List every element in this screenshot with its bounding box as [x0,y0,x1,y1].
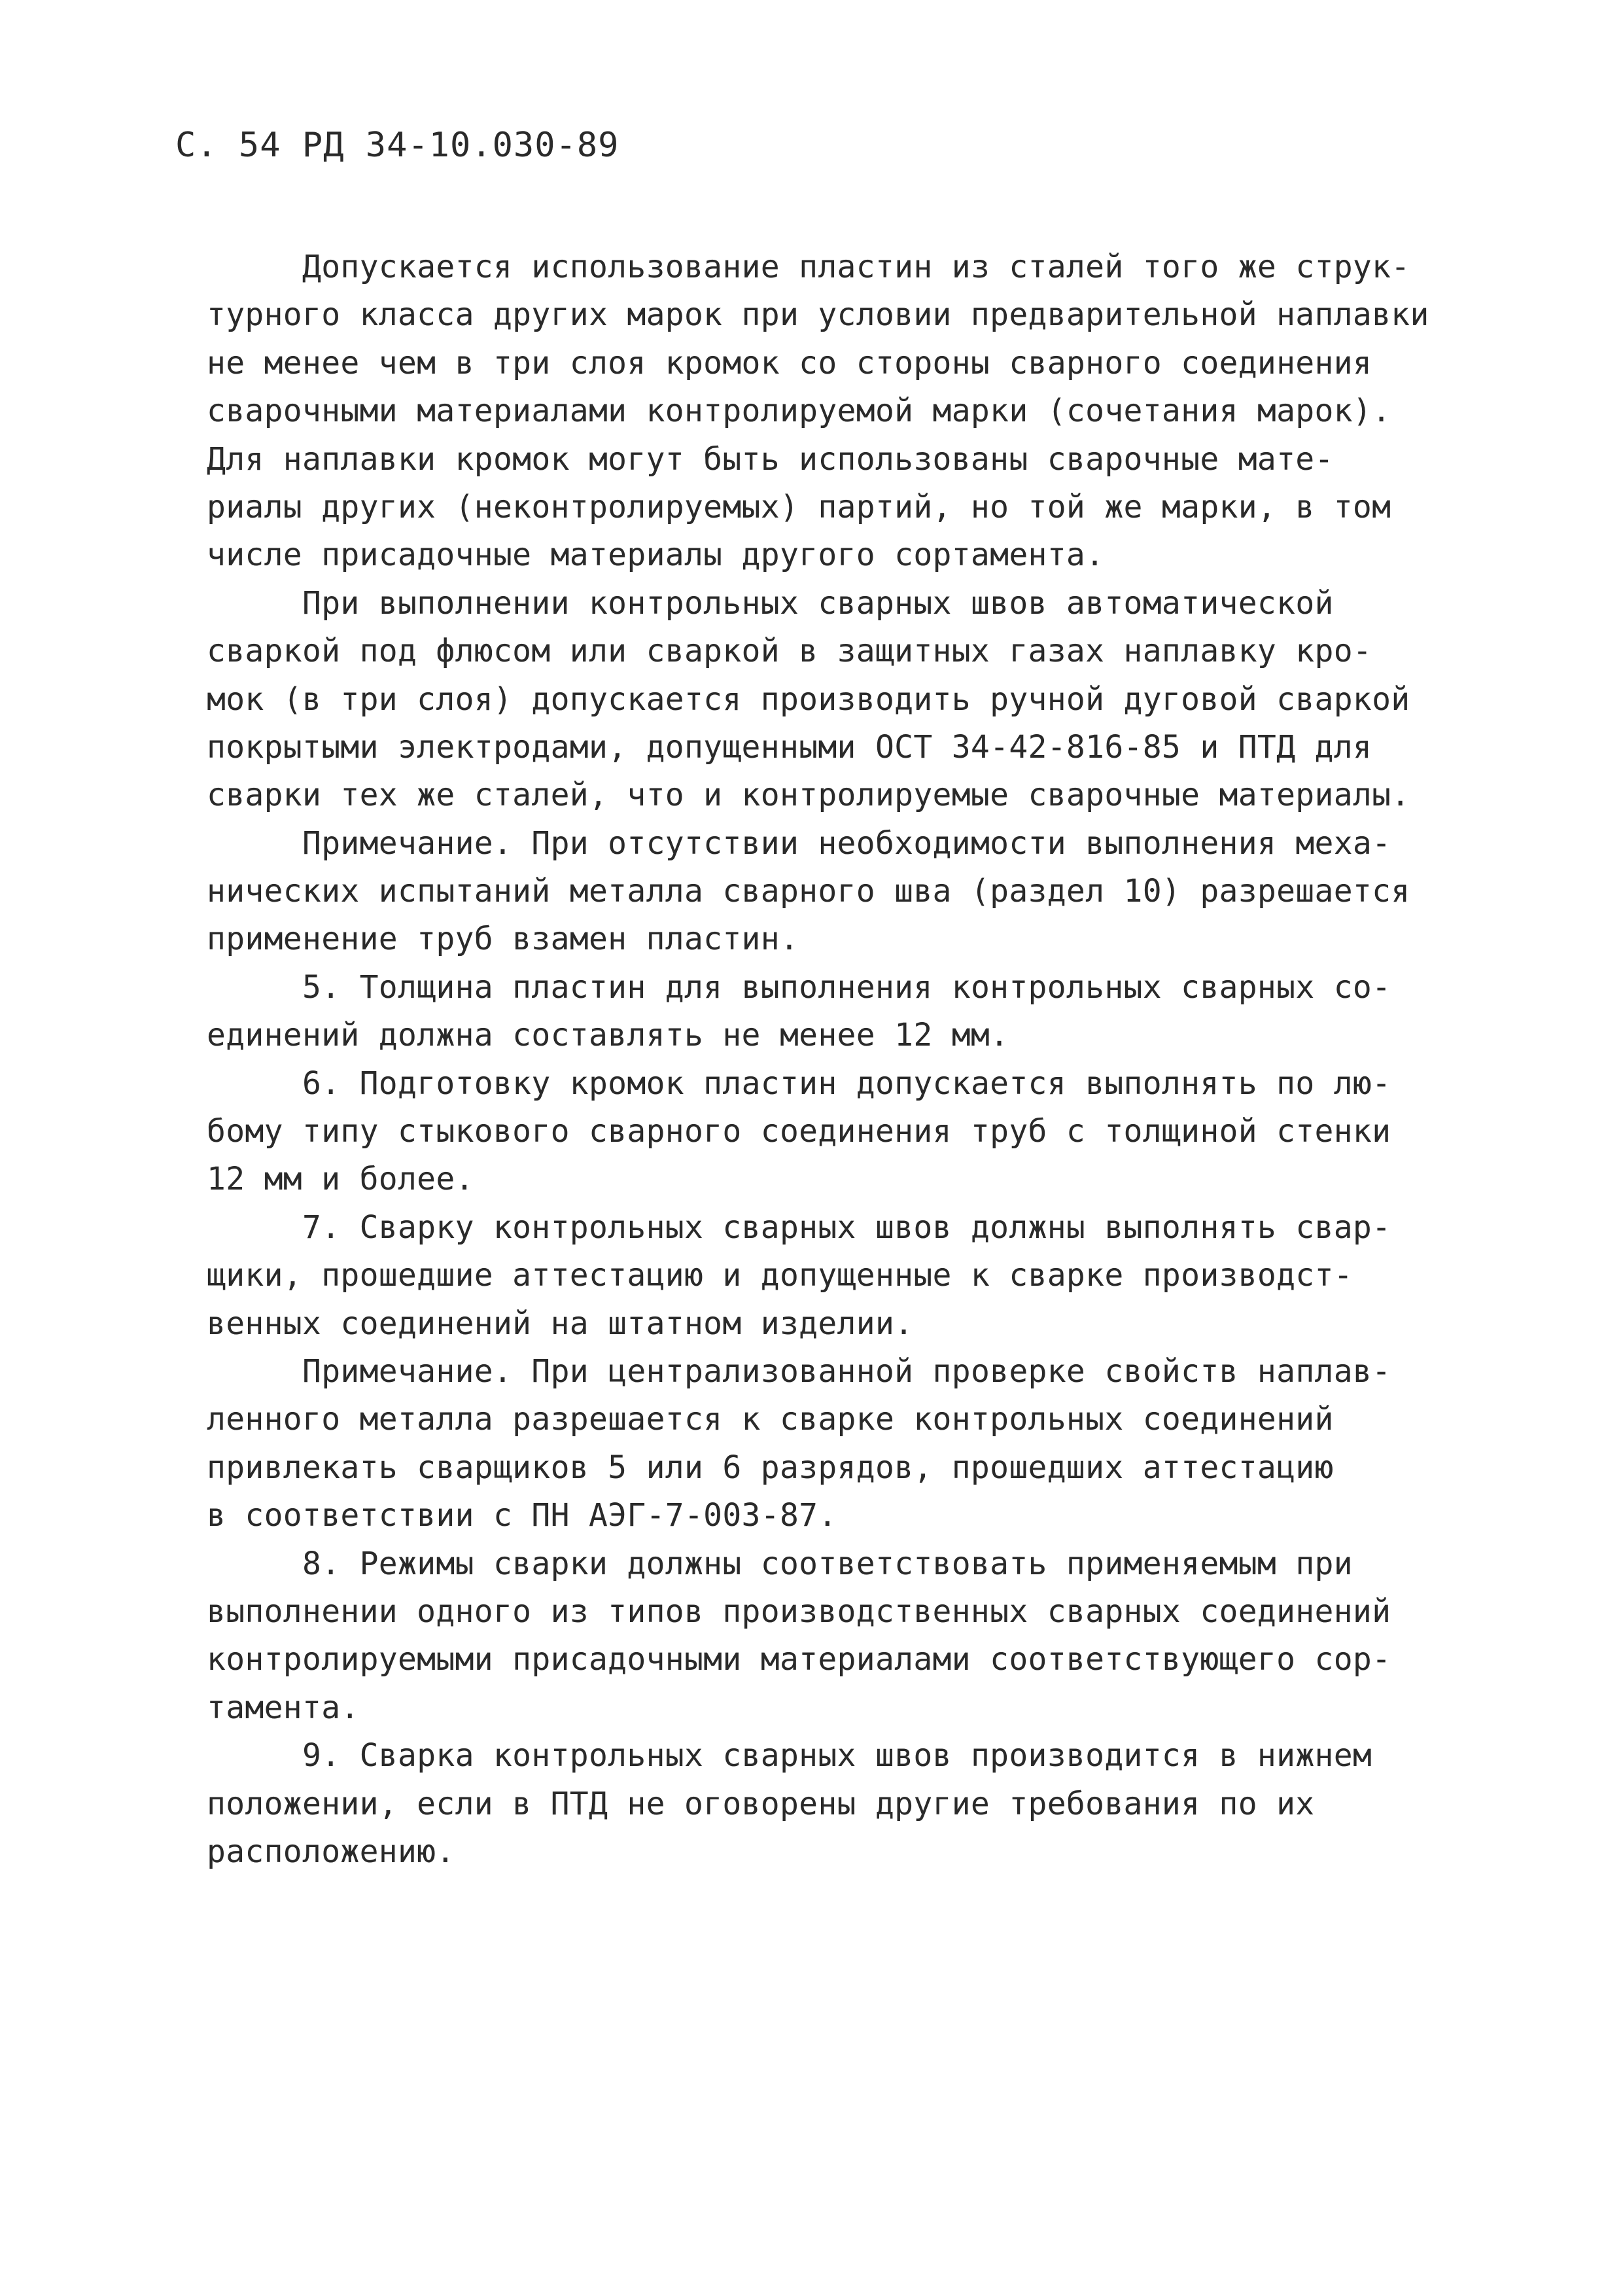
text-line: 5. Толщина пластин для выполнения контрольных сварных со- [302,968,1391,1006]
text-line: выполнении одного из типов производственных сварных соединений [207,1593,1391,1630]
paragraph [207,243,1489,580]
text-line: привлекать сварщиков 5 или 6 разрядов, прошедших аттестацию [207,1449,1334,1486]
text-line: применение труб взамен пластин. [207,921,799,958]
text-line: единений должна составлять не менее 12 мм. [207,1017,1009,1054]
text-line: положении, если в ПТД не оговорены другие требования по их [207,1785,1315,1822]
body-text [207,243,1489,1876]
text-line: венных соединений на штатном изделии. [207,1305,914,1342]
paragraph [207,580,1489,820]
text-line: щики, прошедшие аттестацию и допущенные к сварке производст- [207,1257,1353,1294]
text-line: сварки тех же сталей, что и контролируемые сварочные материалы. [207,777,1410,814]
text-line: 6. Подготовку кромок пластин допускается выполнять по лю- [302,1065,1391,1102]
list-item [207,1060,1489,1204]
text-line: Примечание. При отсутствии необходимости выполнения меха- [302,824,1391,862]
text-line: сваркой под флюсом или сваркой в защитных газах наплавку кро- [207,633,1372,670]
text-line: не менее чем в три слоя кромок со стороны сварного соединения [207,344,1372,381]
text-line: турного класса других марок при условии предварительной наплавки [207,296,1429,334]
text-line: нических испытаний металла сварного шва (раздел 10) разрешается [207,873,1410,910]
text-line: сварочными материалами контролируемой марки (сочетания марок). [207,393,1391,430]
page-header: С. 54 РД 34-10.030-89 [175,126,620,165]
list-item [207,1732,1489,1876]
text-line: Примечание. При централизованной проверке свойств наплав- [302,1352,1391,1390]
text-line: ленного металла разрешается к сварке контрольных соединений [207,1401,1334,1438]
text-line: бому типу стыкового сварного соединения труб с толщиной стенки [207,1113,1391,1150]
text-line: 8. Режимы сварки должны соответствовать применяемым при [302,1545,1353,1582]
text-line: контролируемыми присадочными материалами соответствующего сор- [207,1641,1391,1678]
text-line: Для наплавки кромок могут быть использованы сварочные мате- [207,440,1334,478]
text-line: Допускается использование пластин из сталей того же струк- [302,249,1410,285]
text-line: тамента. [207,1689,360,1726]
text-line: мок (в три слоя) допускается производить ручной дуговой сваркой [207,680,1410,718]
list-item [207,1540,1489,1733]
note [207,1348,1489,1540]
text-line: в соответствии с ПН АЭГ-7-003-87. [207,1497,837,1534]
text-line: риалы других (неконтролируемых) партий, но той же марки, в том [207,488,1391,525]
text-line: расположению. [207,1833,455,1870]
text-line: 7. Сварку контрольных сварных швов должны выполнять свар- [302,1209,1391,1246]
text-line: числе присадочные материалы другого сортамента. [207,537,1105,574]
text-line: 12 мм и более. [207,1161,474,1198]
text-line: 9. Сварка контрольных сварных швов производится в нижнем [302,1737,1372,1775]
note [207,820,1489,964]
list-item [207,964,1489,1060]
text-line: При выполнении контрольных сварных швов автоматической [302,584,1334,622]
text-line: покрытыми электродами, допущенными ОСТ 34-42-816-85 и ПТД для [207,728,1372,766]
list-item [207,1204,1489,1348]
